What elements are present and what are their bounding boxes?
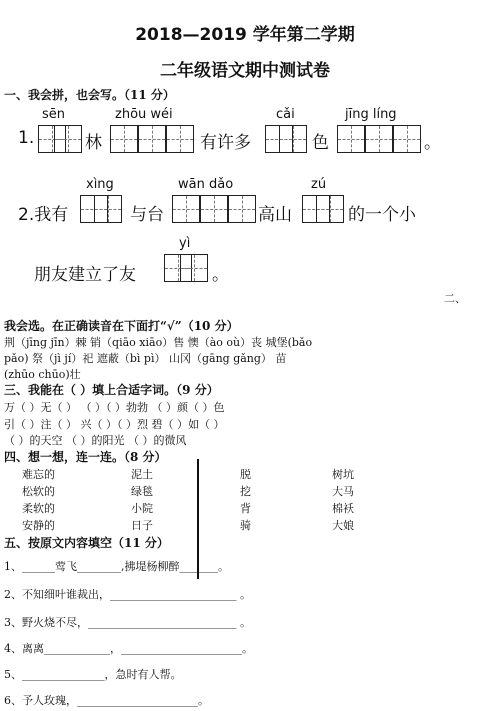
match-left[interactable]: 柔软的: [22, 502, 55, 515]
section1-heading: 一、我会拼，也会写。（11 分）: [4, 88, 175, 102]
match-left[interactable]: 安静的: [22, 519, 55, 532]
fill-question-4[interactable]: 4、离离____________，______________________。: [4, 642, 253, 655]
s3-row1: 万（ ）无（ ） （ ）（ ）勃勃 （ ）颜（ ）色: [4, 401, 225, 414]
pinyin-zhouwei: zhōu wéi: [115, 107, 173, 122]
answer-box[interactable]: [279, 125, 307, 153]
s3-row3: （ ）的天空 （ ）的阳光 （ ）的微风: [4, 434, 187, 447]
q1-number: 1.: [18, 128, 35, 148]
fill-question-2[interactable]: 2、不知细叶谁裁出，_______________________ 。: [4, 588, 251, 601]
match-right-target[interactable]: 棉袄: [332, 502, 354, 515]
answer-box[interactable]: [180, 254, 208, 282]
text-period: 。: [212, 265, 229, 285]
pinyin-yi: yì: [179, 236, 191, 251]
text-se: 色: [312, 133, 329, 153]
match-right[interactable]: 脱: [240, 468, 251, 481]
section3-heading: 三、我能在（ ）填上合适字词。（9 分）: [4, 383, 219, 397]
section2-heading: 我会选。在正确读音在下面打“√”（10 分）: [4, 319, 239, 333]
section4-heading: 四、想一想，连一连。（8 分）: [4, 450, 167, 464]
match-left-target[interactable]: 日子: [131, 519, 153, 532]
answer-box[interactable]: [228, 195, 256, 223]
pinyin-cai: cǎi: [276, 107, 295, 122]
match-left-target[interactable]: 小院: [131, 502, 153, 515]
q2-text-start: 2.我有: [18, 205, 69, 225]
match-right[interactable]: 挖: [240, 485, 251, 498]
section5-heading: 五、按原文内容填空（11 分）: [4, 536, 169, 550]
pinyin-jingling: jīng líng: [345, 107, 397, 122]
section2-marker: 二、: [444, 292, 466, 305]
fill-question-3[interactable]: 3、野火烧不尽，___________________________ 。: [4, 616, 251, 629]
pinyin-zu: zú: [311, 177, 327, 192]
match-left[interactable]: 难忘的: [22, 468, 55, 481]
answer-box[interactable]: [393, 125, 421, 153]
s2-row2: pǎo) 祭（jì jí）祀 遮蔽（bì pì） 山冈（gāng gǎng） 苗: [4, 352, 287, 365]
text-gaoshan: 高山: [258, 205, 292, 225]
pinyin-sen: sēn: [42, 107, 66, 122]
text-period: 。: [424, 133, 441, 153]
s2-row1: 荆（jīng jīn）棘 销（qiāo xiāo）售 懊（ào où）丧 城堡(bǎo: [4, 336, 313, 349]
match-left-target[interactable]: 泥土: [131, 468, 153, 481]
s3-row2: 引（ ）注（ ） 兴（ ）（ ）烈 碧（ ）如（ ）: [4, 418, 225, 431]
answer-box[interactable]: [138, 125, 166, 153]
exam-title: 2018—2019 学年第二学期: [135, 25, 355, 45]
text-deyigexiao: 的一个小: [348, 205, 416, 225]
s2-row3: (zhūo chūo)壮: [4, 368, 81, 381]
match-right-target[interactable]: 树坑: [332, 468, 354, 481]
answer-box[interactable]: [337, 125, 365, 153]
answer-box[interactable]: [166, 125, 194, 153]
answer-box[interactable]: [172, 195, 200, 223]
pinyin-xing: xìng: [86, 177, 114, 192]
answer-box[interactable]: [200, 195, 228, 223]
pinyin-wandao: wān dǎo: [178, 177, 234, 192]
fill-question-6[interactable]: 6、予人玫瑰，______________________。: [4, 694, 209, 707]
exam-subtitle: 二年级语文期中测试卷: [160, 61, 330, 81]
match-left[interactable]: 松软的: [22, 485, 55, 498]
answer-box[interactable]: [365, 125, 393, 153]
match-right[interactable]: 骑: [240, 519, 251, 532]
text-youxuduo: 有许多: [200, 133, 251, 153]
fill-question-5[interactable]: 5、_______________，急时有人帮。: [4, 668, 182, 681]
match-right-target[interactable]: 大娘: [332, 519, 354, 532]
text-yutai: 与台: [130, 205, 164, 225]
match-right[interactable]: 背: [240, 502, 251, 515]
fill-question-1[interactable]: 1、______莺飞________,拂堤杨柳醉_______。: [4, 560, 229, 573]
text-lin: 林: [85, 133, 102, 153]
answer-box[interactable]: [54, 125, 82, 153]
answer-box[interactable]: [94, 195, 122, 223]
answer-box[interactable]: [110, 125, 138, 153]
answer-box[interactable]: [316, 195, 344, 223]
match-left-target[interactable]: 绿毯: [131, 485, 153, 498]
match-right-target[interactable]: 大马: [332, 485, 354, 498]
text-pengyou: 朋友建立了友: [34, 265, 136, 285]
